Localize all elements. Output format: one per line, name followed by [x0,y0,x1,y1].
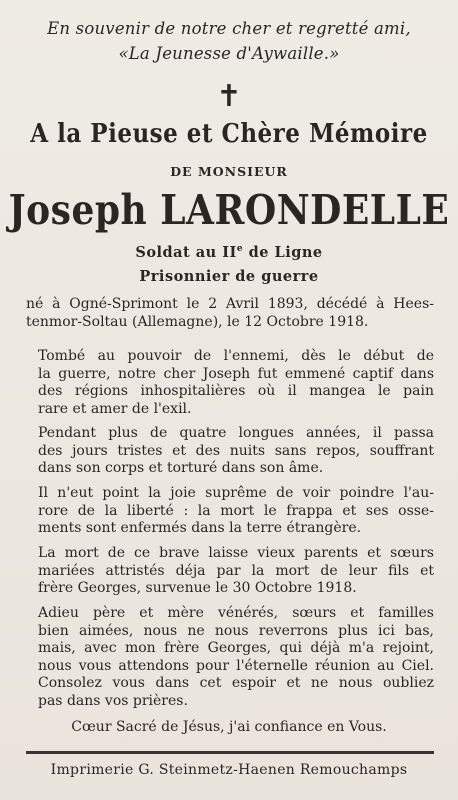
prisoner-status: Prisonnier de guerre [139,268,319,285]
rank-superscript: e [236,244,244,255]
memorial-heading: A la Pieuse et Chère Mémoire [30,118,428,150]
text-line: dans son corps et torturé dans son âme. [38,460,324,476]
text-line: Adieu père et mère vénérés, sœurs et familles [38,605,434,621]
text-line: né à Ogné-Sprimont le 2 Avril 1893, décédé à Hees- [26,296,434,312]
text-line: Tombé au pouvoir de l'ennemi, dès le début de [38,348,434,364]
dedication-line-1: En souvenir de notre cher et regretté ami, [47,19,411,38]
heart-prayer: Cœur Sacré de Jésus, j'ai confiance en Vous. [71,719,387,735]
text-line: mariées attristés déja par la mort de leur fils et [38,562,434,579]
cross-icon: ✝ [216,79,242,114]
text-line: Il n'eut point la joie suprême de voir poindre l'au- [38,485,434,501]
printer-imprint: Imprimerie G. Steinmetz-Haenen Remouchamps [50,762,408,778]
text-line: La mort de ce brave laisse vieux parents et sœurs [38,545,434,561]
text-line: Consolez vous dans cet espoir et ne nous oubliez [38,675,434,691]
farewell-paragraph [26,605,434,710]
text-line: des régions inhospitalières où il mangea le pain [38,383,434,399]
divider [26,751,434,754]
text-line: rore de la liberté : la mort le frappa et ses osse- [38,502,434,519]
rank-after: de Ligne [243,244,323,261]
suffering-paragraph [26,425,434,478]
rank-number: II [222,244,237,261]
text-line: nous vous attendons pour l'éternelle réunion au Ciel. [38,657,434,674]
dedication-line-2: «La Jeunesse d'Aywaille.» [118,44,340,63]
text-line: bien aimées, nous ne nous reverrons plus ici bas, [38,622,434,639]
rank-before: Soldat au [135,244,223,261]
captivity-paragraph [26,348,434,418]
text-line: rare et amer de l'exil. [38,400,192,417]
dedication [10,16,448,66]
text-line: Pendant plus de quatre longues années, il passa [38,425,434,441]
text-line: tenmor-Soltau (Allemagne), le 12 Octobre 1918. [26,313,369,330]
text-line: la guerre, notre cher Joseph fut emmené captif dans [38,365,434,382]
deceased-name: Joseph LARONDELLE [8,186,450,235]
text-line: ments sont enfermés dans la terre étrangère. [38,520,362,536]
military-rank [0,244,458,261]
text-line: frère Georges, survenue le 30 Octobre 1918. [38,580,357,596]
text-line: mais, avec mon frère Georges, qui déjà m'a rejoint, [38,640,434,656]
liberty-paragraph [26,485,434,538]
text-line: pas dans vos prières. [38,692,188,709]
birth-death-paragraph [26,296,434,331]
monsieur-label: DE MONSIEUR [170,164,288,179]
text-line: des jours tristes et des nuits sans repos, souffrant [38,442,434,459]
family-paragraph [26,545,434,598]
